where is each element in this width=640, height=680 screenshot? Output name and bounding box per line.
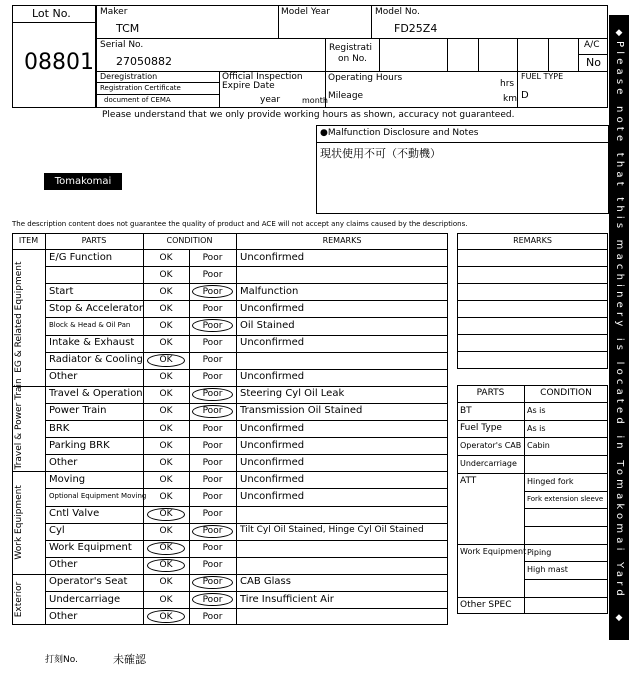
ok-option: OK: [159, 594, 173, 605]
registration-certificate-label: Registration Certificate: [100, 84, 181, 92]
sidebar-text: Please note that this machinery is located in Tomakomai Yard: [614, 41, 625, 600]
part-label: Radiator & Cooling: [49, 354, 143, 366]
part-label: Other: [49, 371, 78, 383]
cema-label: document of CEMA: [104, 96, 171, 104]
deregistration-label: Deregistration: [100, 72, 158, 81]
registration-no-label-2: on No.: [338, 54, 368, 64]
part-label: Operator's Seat: [49, 576, 128, 588]
mileage-label: Mileage: [328, 91, 364, 101]
month-label: month: [302, 96, 328, 105]
remark-text: Unconfirmed: [240, 473, 305, 485]
part-label: Work Equipment: [49, 542, 132, 554]
model-year-label: Model Year: [281, 7, 330, 17]
malfunction-text: 現状使用不可（不動機）: [320, 147, 441, 160]
spec-header-condition: CONDITION: [540, 388, 592, 398]
location-sidebar: [609, 15, 629, 640]
year-label: year: [260, 95, 281, 105]
ok-option: OK: [159, 423, 173, 434]
poor-option: Poor: [202, 560, 223, 571]
stamp-no-value: 未確認: [113, 653, 146, 666]
diamond-icon: ◆: [615, 28, 623, 38]
ok-option: OK: [159, 406, 173, 417]
registration-no-label: Registrati: [329, 43, 373, 53]
ac-value: No: [586, 56, 601, 69]
part-label: Undercarriage: [49, 593, 121, 605]
part-label: Block & Head & Oil Pan: [49, 321, 131, 330]
poor-circle-mark: [192, 593, 233, 606]
ok-option: OK: [159, 526, 173, 537]
poor-option: Poor: [202, 286, 223, 297]
part-label: E/G Function: [49, 251, 113, 263]
part-label: Other: [49, 559, 78, 571]
header-item: ITEM: [18, 236, 39, 245]
spec-part-label: ATT: [460, 476, 477, 487]
ok-option: OK: [159, 611, 173, 622]
poor-option: Poor: [202, 474, 223, 485]
spec-value: Hinged fork: [527, 476, 574, 486]
poor-option: Poor: [202, 611, 223, 622]
ok-option: OK: [159, 509, 173, 519]
lot-no-label: Lot No.: [32, 7, 71, 20]
km-label: km: [503, 94, 517, 104]
poor-option: Poor: [202, 440, 223, 451]
ok-option: OK: [159, 320, 173, 331]
spec-part-label: Other SPEC: [460, 600, 512, 611]
remark-text: Tilt Cyl Oil Stained, Hinge Cyl Oil Stained: [240, 525, 424, 536]
ok-option: OK: [159, 440, 173, 451]
poor-option: Poor: [202, 491, 223, 502]
part-label: Travel & Operation: [49, 388, 143, 400]
part-label: Parking BRK: [49, 439, 110, 451]
header-parts: PARTS: [81, 236, 107, 245]
header-condition: CONDITION: [166, 236, 213, 245]
ok-option: OK: [159, 252, 173, 263]
ok-option: OK: [159, 457, 173, 468]
poor-option: Poor: [202, 252, 223, 263]
spec-value: Cabin: [527, 441, 550, 451]
fuel-type-label: FUEL TYPE: [521, 72, 564, 81]
ok-option: OK: [159, 338, 173, 348]
spec-value: Fork extension sleeve: [527, 494, 604, 503]
spec-value: As is: [527, 406, 546, 415]
header-remarks: REMARKS: [322, 236, 362, 245]
poor-option: Poor: [202, 526, 223, 537]
ok-circle-mark: [147, 508, 185, 521]
fuel-type-value: D: [521, 90, 529, 101]
operating-hours-label: Operating Hours: [328, 73, 403, 83]
part-label: Other: [49, 610, 78, 622]
ac-label: A/C: [584, 40, 600, 50]
ok-option: OK: [159, 543, 173, 554]
part-label: Cyl: [49, 525, 65, 537]
poor-circle-mark: [192, 525, 233, 538]
poor-option: Poor: [202, 338, 223, 348]
side-remarks-header: REMARKS: [513, 236, 552, 245]
part-label: Stop & Accelerator: [49, 302, 144, 314]
ok-option: OK: [159, 269, 173, 280]
poor-circle-mark: [192, 388, 233, 401]
ok-circle-mark: [147, 559, 185, 572]
remark-text: Unconfirmed: [240, 302, 305, 314]
ok-option: OK: [159, 372, 173, 383]
spec-part-label: Fuel Type: [460, 423, 502, 434]
remark-text: Unconfirmed: [240, 337, 305, 348]
poor-option: Poor: [202, 577, 223, 588]
diamond-icon: ◆: [615, 613, 623, 623]
poor-option: Poor: [202, 355, 223, 366]
part-label: Start: [49, 285, 74, 297]
remark-text: Unconfirmed: [240, 371, 305, 383]
ok-option: OK: [159, 355, 173, 366]
remark-text: Unconfirmed: [240, 422, 305, 434]
part-label: Intake & Exhaust: [49, 337, 135, 348]
model-no-label: Model No.: [375, 7, 420, 17]
poor-circle-mark: [192, 576, 233, 589]
ok-option: OK: [159, 474, 173, 485]
poor-option: Poor: [202, 457, 223, 468]
ok-option: OK: [159, 303, 173, 314]
remark-text: Unconfirmed: [240, 490, 305, 502]
spec-value: Piping: [527, 547, 552, 557]
maker-label: Maker: [100, 7, 128, 17]
maker-value: TCM: [116, 22, 140, 35]
poor-option: Poor: [202, 543, 223, 554]
spec-part-label: Undercarriage: [460, 458, 517, 468]
spec-part-label: BT: [460, 405, 472, 416]
remark-text: Unconfirmed: [240, 251, 305, 263]
group-label: Work Equipment: [14, 485, 24, 560]
poor-option: Poor: [202, 320, 223, 331]
malfunction-box: [316, 125, 609, 214]
poor-option: Poor: [202, 269, 223, 280]
malfunction-label: ●Malfunction Disclosure and Notes: [320, 128, 479, 138]
group-label: EG & Related Equipment: [14, 261, 24, 374]
group-label: Travel & Power Train: [14, 378, 24, 470]
poor-option: Poor: [202, 389, 223, 400]
remark-text: Tire Insufficient Air: [240, 593, 334, 605]
poor-option: Poor: [202, 594, 223, 605]
ok-option: OK: [159, 560, 173, 571]
poor-option: Poor: [202, 406, 223, 417]
part-label: Other: [49, 456, 78, 468]
remark-text: Steering Cyl Oil Leak: [240, 388, 345, 400]
part-label: Cntl Valve: [49, 508, 100, 519]
stamp-no-label: 打刻No.: [45, 655, 78, 665]
ok-option: OK: [159, 286, 173, 297]
spec-value: As is: [527, 423, 546, 433]
model-no-value: FD25Z4: [394, 22, 438, 35]
remark-text: CAB Glass: [240, 576, 291, 588]
poor-circle-mark: [192, 405, 233, 418]
serial-no-label: Serial No.: [100, 40, 144, 50]
poor-option: Poor: [202, 423, 223, 434]
spec-value: High mast: [527, 565, 568, 575]
group-label: Exterior: [14, 581, 24, 618]
ok-circle-mark: [147, 354, 185, 367]
expire-date-label: Expire Date: [222, 81, 275, 91]
poor-option: Poor: [202, 372, 223, 383]
poor-option: Poor: [202, 509, 223, 519]
remark-text: Malfunction: [240, 285, 299, 297]
remark-text: Oil Stained: [240, 319, 295, 331]
ok-option: OK: [159, 389, 173, 400]
poor-option: Poor: [202, 303, 223, 314]
spec-part-label: Work Equipment: [460, 547, 527, 557]
part-label: Moving: [49, 473, 86, 485]
yard-label: Tomakomai Yard: [44, 173, 122, 190]
part-label: Power Train: [49, 405, 107, 417]
spec-header-parts: PARTS: [476, 388, 505, 398]
part-label: Optional Equipment Moving: [49, 492, 147, 501]
disclaimer: The description content does not guarantee the quality of product and ACE will not accept any claims caused by the descriptions.: [12, 220, 468, 228]
part-label: BRK: [49, 422, 70, 434]
official-inspection-label: Official Inspection: [222, 72, 303, 82]
remark-text: Unconfirmed: [240, 439, 305, 451]
spec-part-label: Operator's CAB: [460, 440, 522, 450]
lot-no: 08801: [24, 50, 94, 75]
serial-no-value: 27050882: [116, 55, 172, 68]
ok-circle-mark: [147, 542, 185, 555]
hrs-label: hrs: [500, 79, 515, 89]
ok-option: OK: [159, 491, 173, 502]
ok-option: OK: [159, 577, 173, 588]
working-hours-notice: Please understand that we only provide working hours as shown, accuracy not guaranteed.: [102, 110, 515, 120]
remark-text: Unconfirmed: [240, 456, 305, 468]
remark-text: Transmission Oil Stained: [240, 405, 363, 417]
